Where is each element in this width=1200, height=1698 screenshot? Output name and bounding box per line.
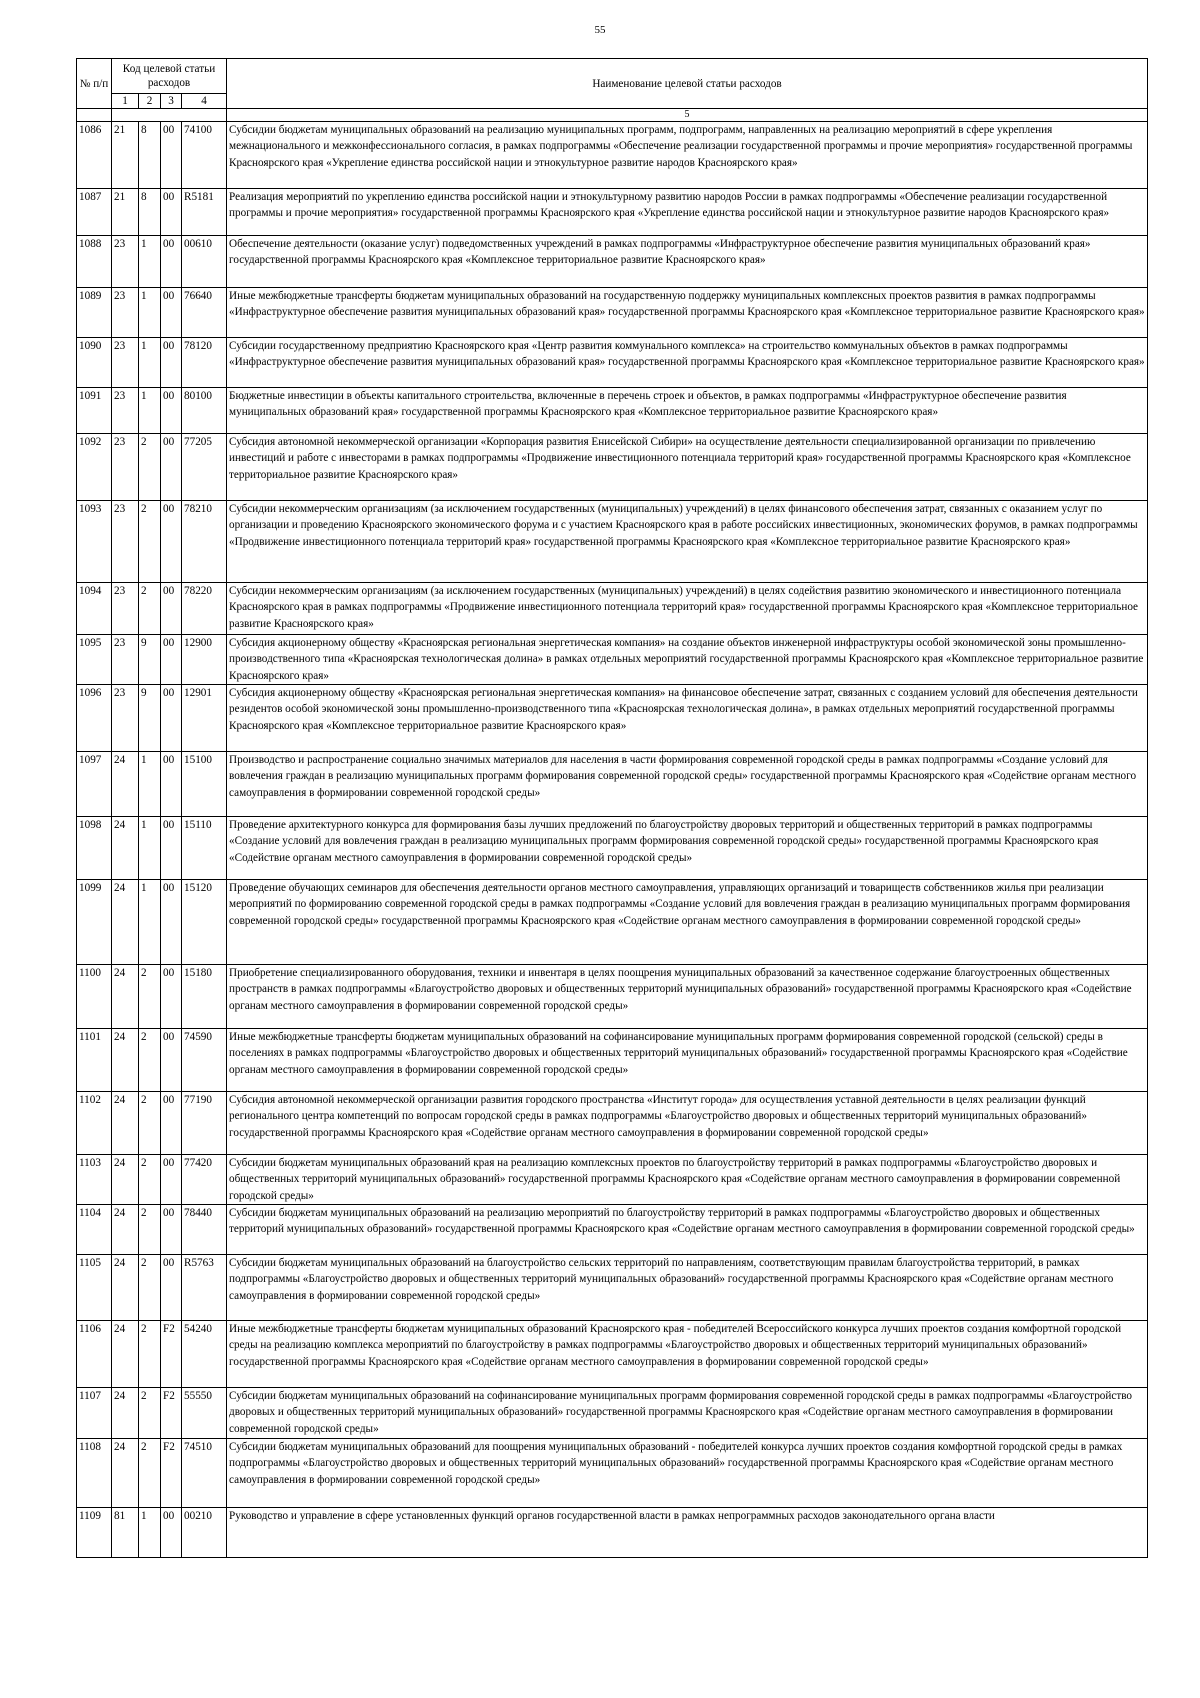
code-part-2: 2 xyxy=(139,1155,161,1205)
row-description: Руководство и управление в сфере установленных функций органов государственной власти в рамках непрограммных расходов законодательного органа власти xyxy=(227,1508,1148,1558)
header-col-4: 4 xyxy=(182,94,227,109)
row-number: 1100 xyxy=(77,965,112,1029)
code-part-1: 23 xyxy=(112,685,139,752)
code-part-3: 00 xyxy=(161,1255,182,1321)
header-col-3: 3 xyxy=(161,94,182,109)
code-part-4: 54240 xyxy=(182,1321,227,1388)
row-number: 1094 xyxy=(77,583,112,635)
row-number: 1089 xyxy=(77,288,112,338)
row-number: 1097 xyxy=(77,752,112,817)
code-part-1: 23 xyxy=(112,434,139,501)
row-description: Субсидии бюджетам муниципальных образований на софинансирование муниципальных программ формирования современной городской среды в рамках подпрограммы «Благоустройство дворовых и общественных территорий муниципальных образований» государственной программы Красноярского края «Содействие органам местного самоуправления в формировании современной городской среды» xyxy=(227,1388,1148,1439)
code-part-4: 78220 xyxy=(182,583,227,635)
code-part-4: 78440 xyxy=(182,1205,227,1255)
table-row xyxy=(77,965,1148,1029)
column-index-row xyxy=(77,109,1148,122)
code-part-3: 00 xyxy=(161,1155,182,1205)
header-code-group: Код целевой статьи расходов xyxy=(112,59,227,94)
code-part-3: 00 xyxy=(161,685,182,752)
code-part-4: 78210 xyxy=(182,501,227,583)
code-part-1: 24 xyxy=(112,1205,139,1255)
code-part-3: 00 xyxy=(161,817,182,880)
row-description: Производство и распространение социально значимых материалов для населения в части формирования современной городской среды в рамках подпрограммы «Создание условий для вовлечения граждан в реализацию муниципальных программ формирования современной городской среды» государственной программы Красноярского края «Содействие органам местного самоуправления в формировании современной городской среды» xyxy=(227,752,1148,817)
code-part-4: 80100 xyxy=(182,388,227,434)
row-number: 1088 xyxy=(77,236,112,288)
code-part-3: 00 xyxy=(161,1205,182,1255)
index-cell-code xyxy=(112,109,227,122)
row-number: 1105 xyxy=(77,1255,112,1321)
code-part-1: 24 xyxy=(112,1388,139,1439)
code-part-1: 23 xyxy=(112,583,139,635)
table-row xyxy=(77,1092,1148,1155)
code-part-2: 2 xyxy=(139,1092,161,1155)
code-part-2: 9 xyxy=(139,685,161,752)
table-row xyxy=(77,685,1148,752)
row-number: 1095 xyxy=(77,635,112,685)
code-part-3: 00 xyxy=(161,189,182,236)
row-number: 1087 xyxy=(77,189,112,236)
table-row xyxy=(77,1029,1148,1092)
code-part-1: 23 xyxy=(112,388,139,434)
row-number: 1107 xyxy=(77,1388,112,1439)
code-part-3: 00 xyxy=(161,965,182,1029)
row-description: Иные межбюджетные трансферты бюджетам муниципальных образований Красноярского края - победителей Всероссийского конкурса лучших проектов создания комфортной городской среды на реализацию комплекса мероприятий по благоустройству в рамках подпрограммы «Благоустройство дворовых и общественных территорий муниципальных образований» государственной программы Красноярского края «Содействие органам местного самоуправления в формировании современной городской среды» xyxy=(227,1321,1148,1388)
code-part-3: 00 xyxy=(161,122,182,189)
code-part-2: 2 xyxy=(139,501,161,583)
table-row xyxy=(77,236,1148,288)
code-part-4: 15110 xyxy=(182,817,227,880)
row-description: Субсидии бюджетам муниципальных образований на реализацию муниципальных программ, подпрограмм, направленных на реализацию мероприятий в сфере укрепления межнационального и межконфессионального согласия, в рамках подпрограммы «Обеспечение реализации государственной программы и прочие мероприятия» государственной программы Красноярского края «Укрепление единства российской нации и этнокультурное развитие народов Красноярского края» xyxy=(227,122,1148,189)
code-part-1: 24 xyxy=(112,880,139,965)
row-description: Реализация мероприятий по укреплению единства российской нации и этнокультурному развитию народов России в рамках подпрограммы «Обеспечение реализации государственной программы и прочие мероприятия» государственной программы Красноярского края «Укрепление единства российской нации и этнокультурное развитие народов Красноярского края» xyxy=(227,189,1148,236)
table-row xyxy=(77,1388,1148,1439)
code-part-4: 00610 xyxy=(182,236,227,288)
table-row xyxy=(77,817,1148,880)
index-cell-blank xyxy=(77,109,112,122)
code-part-4: 74510 xyxy=(182,1439,227,1508)
code-part-3: 00 xyxy=(161,388,182,434)
table-row xyxy=(77,501,1148,583)
code-part-2: 2 xyxy=(139,1029,161,1092)
row-number: 1092 xyxy=(77,434,112,501)
index-cell-5: 5 xyxy=(227,109,1148,122)
row-number: 1108 xyxy=(77,1439,112,1508)
row-description: Субсидии бюджетам муниципальных образований на реализацию мероприятий по благоустройству территорий в рамках подпрограммы «Благоустройство дворовых и общественных территорий муниципальных образований» государственной программы Красноярского края «Содействие органам местного самоуправления в формировании современной городской среды» xyxy=(227,1205,1148,1255)
table-row xyxy=(77,1205,1148,1255)
code-part-2: 1 xyxy=(139,288,161,338)
code-part-3: F2 xyxy=(161,1388,182,1439)
code-part-1: 21 xyxy=(112,122,139,189)
code-part-2: 2 xyxy=(139,1439,161,1508)
table-row xyxy=(77,635,1148,685)
code-part-2: 1 xyxy=(139,388,161,434)
row-description: Субсидия акционерному обществу «Красноярская региональная энергетическая компания» на создание объектов инженерной инфраструктуры особой экономической зоны промышленно-производственного типа «Красноярская технологическая долина» в рамках отдельных мероприятий государственной программы Красноярского края «Комплексное территориальное развитие Красноярского края» xyxy=(227,635,1148,685)
code-part-1: 24 xyxy=(112,1255,139,1321)
row-number: 1086 xyxy=(77,122,112,189)
row-number: 1101 xyxy=(77,1029,112,1092)
row-description: Обеспечение деятельности (оказание услуг) подведомственных учреждений в рамках подпрограммы «Инфраструктурное обеспечение развития муниципальных образований края» государственной программы Красноярского края «Комплексное территориальное развитие Красноярского края» xyxy=(227,236,1148,288)
table-body xyxy=(77,122,1148,1558)
code-part-3: 00 xyxy=(161,1508,182,1558)
code-part-4: 76640 xyxy=(182,288,227,338)
row-number: 1098 xyxy=(77,817,112,880)
code-part-4: 77420 xyxy=(182,1155,227,1205)
code-part-3: 00 xyxy=(161,434,182,501)
code-part-2: 2 xyxy=(139,1255,161,1321)
row-description: Субсидии государственному предприятию Красноярского края «Центр развития коммунального комплекса» на строительство коммунальных объектов в рамках подпрограммы «Инфраструктурное обеспечение развития муниципальных образований края» государственной программы Красноярского края «Комплексное территориальное развитие Красноярского края» xyxy=(227,338,1148,388)
code-part-2: 8 xyxy=(139,122,161,189)
header-name: Наименование целевой статьи расходов xyxy=(227,59,1148,109)
row-description: Субсидия акционерному обществу «Красноярская региональная энергетическая компания» на финансовое обеспечение затрат, связанных с созданием условий для обеспечения деятельности резидентов особой экономической зоны промышленно-производственного типа «Красноярская технологическая долина», в рамках отдельных мероприятий государственной программы Красноярского края «Комплексное территориальное развитие Красноярского края» xyxy=(227,685,1148,752)
table-row xyxy=(77,1155,1148,1205)
code-part-2: 9 xyxy=(139,635,161,685)
code-part-2: 1 xyxy=(139,752,161,817)
code-part-2: 1 xyxy=(139,338,161,388)
table-header-row xyxy=(77,59,1148,94)
code-part-4: 74100 xyxy=(182,122,227,189)
code-part-2: 2 xyxy=(139,583,161,635)
code-part-4: R5763 xyxy=(182,1255,227,1321)
table-row xyxy=(77,388,1148,434)
row-description: Субсидии бюджетам муниципальных образований на благоустройство сельских территорий по направлениям, соответствующим правилам благоустройства территорий, в рамках подпрограммы «Благоустройство дворовых и общественных территорий муниципальных образований» государственной программы Красноярского края «Содействие органам местного самоуправления в формировании современной городской среды» xyxy=(227,1255,1148,1321)
code-part-3: 00 xyxy=(161,288,182,338)
row-description: Субсидия автономной некоммерческой организации «Корпорация развития Енисейской Сибири» на осуществление деятельности специализированной организации по привлечению инвестиций и работе с инвесторами в рамках подпрограммы «Продвижение инвестиционного потенциала территорий края» государственной программы Красноярского края «Комплексное территориальное развитие Красноярского края» xyxy=(227,434,1148,501)
table-row xyxy=(77,189,1148,236)
code-part-4: 78120 xyxy=(182,338,227,388)
code-part-1: 24 xyxy=(112,752,139,817)
code-part-2: 2 xyxy=(139,1321,161,1388)
row-number: 1103 xyxy=(77,1155,112,1205)
code-part-4: 15180 xyxy=(182,965,227,1029)
code-part-4: 15120 xyxy=(182,880,227,965)
code-part-1: 24 xyxy=(112,817,139,880)
table-row xyxy=(77,122,1148,189)
table-row xyxy=(77,434,1148,501)
row-description: Бюджетные инвестиции в объекты капитального строительства, включенные в перечень строек и объектов, в рамках подпрограммы «Инфраструктурное обеспечение развития муниципальных образований края» государственной программы Красноярского края «Комплексное территориальное развитие Красноярского края» xyxy=(227,388,1148,434)
budget-table xyxy=(76,58,1148,1558)
row-description: Иные межбюджетные трансферты бюджетам муниципальных образований на софинансирование муниципальных программ формирования современной городской (сельской) среды в поселениях в рамках подпрограммы «Благоустройство дворовых и общественных территорий муниципальных образований» государственной программы Красноярского края «Содействие органам местного самоуправления в формировании современной городской среды» xyxy=(227,1029,1148,1092)
table-row xyxy=(77,752,1148,817)
code-part-4: 77205 xyxy=(182,434,227,501)
code-part-3: 00 xyxy=(161,583,182,635)
row-number: 1091 xyxy=(77,388,112,434)
table-row xyxy=(77,338,1148,388)
code-part-4: 12900 xyxy=(182,635,227,685)
row-description: Проведение архитектурного конкурса для формирования базы лучших предложений по благоустройству дворовых территорий и общественных территорий в рамках подпрограммы «Создание условий для вовлечения граждан в реализацию муниципальных программ формирования современной городской среды» государственной программы Красноярского края «Содействие органам местного самоуправления в формировании современной городской среды» xyxy=(227,817,1148,880)
page-number: 55 xyxy=(594,24,606,36)
row-description: Субсидии некоммерческим организациям (за исключением государственных (муниципальных) учреждений) в целях содействия развитию экономического и инвестиционного потенциала Красноярского края в рамках подпрограммы «Продвижение инвестиционного потенциала территорий края» государственной программы Красноярского края «Комплексное территориальное развитие Красноярского края» xyxy=(227,583,1148,635)
code-part-4: 55550 xyxy=(182,1388,227,1439)
table-row xyxy=(77,880,1148,965)
code-part-3: 00 xyxy=(161,880,182,965)
code-part-2: 2 xyxy=(139,965,161,1029)
table-row xyxy=(77,583,1148,635)
table-row xyxy=(77,1255,1148,1321)
header-col-1: 1 xyxy=(112,94,139,109)
row-number: 1104 xyxy=(77,1205,112,1255)
code-part-3: 00 xyxy=(161,635,182,685)
code-part-1: 23 xyxy=(112,288,139,338)
row-description: Проведение обучающих семинаров для обеспечения деятельности органов местного самоуправления, управляющих организаций и товариществ собственников жилья при реализации мероприятий по формированию современной городской среды в рамках подпрограммы «Создание условий для вовлечения граждан в реализацию муниципальных программ формирования современной городской среды» государственной программы Красноярского края «Содействие органам местного самоуправления в формировании современной городской среды» xyxy=(227,880,1148,965)
code-part-4: 12901 xyxy=(182,685,227,752)
code-part-3: F2 xyxy=(161,1439,182,1508)
row-number: 1090 xyxy=(77,338,112,388)
code-part-2: 2 xyxy=(139,434,161,501)
code-part-3: 00 xyxy=(161,338,182,388)
code-part-1: 24 xyxy=(112,1439,139,1508)
row-number: 1102 xyxy=(77,1092,112,1155)
header-num: № п/п xyxy=(77,59,112,109)
code-part-1: 23 xyxy=(112,338,139,388)
table-row xyxy=(77,288,1148,338)
row-description: Приобретение специализированного оборудования, техники и инвентаря в целях поощрения муниципальных образований за качественное содержание благоустроенных общественных пространств в рамках подпрограммы «Благоустройство дворовых и общественных территорий муниципальных образований» государственной программы Красноярского края «Содействие органам местного самоуправления в формировании современной городской среды» xyxy=(227,965,1148,1029)
code-part-2: 1 xyxy=(139,817,161,880)
code-part-1: 21 xyxy=(112,189,139,236)
code-part-1: 24 xyxy=(112,965,139,1029)
code-part-3: 00 xyxy=(161,752,182,817)
code-part-1: 23 xyxy=(112,236,139,288)
code-part-1: 23 xyxy=(112,501,139,583)
code-part-3: 00 xyxy=(161,501,182,583)
code-part-2: 8 xyxy=(139,189,161,236)
code-part-2: 2 xyxy=(139,1388,161,1439)
code-part-1: 81 xyxy=(112,1508,139,1558)
code-part-1: 24 xyxy=(112,1029,139,1092)
code-part-2: 1 xyxy=(139,236,161,288)
code-part-4: R5181 xyxy=(182,189,227,236)
row-number: 1093 xyxy=(77,501,112,583)
code-part-4: 00210 xyxy=(182,1508,227,1558)
code-part-2: 1 xyxy=(139,1508,161,1558)
code-part-4: 77190 xyxy=(182,1092,227,1155)
code-part-4: 15100 xyxy=(182,752,227,817)
code-part-1: 24 xyxy=(112,1321,139,1388)
table-row xyxy=(77,1321,1148,1388)
table-row xyxy=(77,1439,1148,1508)
code-part-1: 24 xyxy=(112,1155,139,1205)
row-number: 1109 xyxy=(77,1508,112,1558)
code-part-2: 2 xyxy=(139,1205,161,1255)
header-col-2: 2 xyxy=(139,94,161,109)
row-number: 1106 xyxy=(77,1321,112,1388)
row-description: Субсидии бюджетам муниципальных образований края на реализацию комплексных проектов по благоустройству территорий в рамках подпрограммы «Благоустройство дворовых и общественных территорий муниципальных образований» государственной программы Красноярского края «Содействие органам местного самоуправления в формировании современной городской среды» xyxy=(227,1155,1148,1205)
row-number: 1099 xyxy=(77,880,112,965)
code-part-3: 00 xyxy=(161,1029,182,1092)
code-part-1: 23 xyxy=(112,635,139,685)
code-part-3: 00 xyxy=(161,236,182,288)
row-description: Субсидия автономной некоммерческой организации развития городского пространства «Институт города» для осуществления уставной деятельности в целях реализации функций регионального центра компетенций по вопросам городской среды в рамках подпрограммы «Благоустройство дворовых и общественных территорий муниципальных образований» государственной программы Красноярского края «Содействие органам местного самоуправления в формировании современной городской среды» xyxy=(227,1092,1148,1155)
code-part-3: F2 xyxy=(161,1321,182,1388)
table-row xyxy=(77,1508,1148,1558)
code-part-1: 24 xyxy=(112,1092,139,1155)
row-number: 1096 xyxy=(77,685,112,752)
code-part-4: 74590 xyxy=(182,1029,227,1092)
row-description: Субсидии бюджетам муниципальных образований для поощрения муниципальных образований - победителей конкурса лучших проектов создания комфортной городской среды в рамках подпрограммы «Благоустройство дворовых и общественных территорий муниципальных образований» государственной программы Красноярского края «Содействие органам местного самоуправления в формировании современной городской среды» xyxy=(227,1439,1148,1508)
code-part-2: 1 xyxy=(139,880,161,965)
row-description: Иные межбюджетные трансферты бюджетам муниципальных образований на государственную поддержку муниципальных комплексных проектов развития в рамках подпрограммы «Инфраструктурное обеспечение развития муниципальных образований края» государственной программы Красноярского края «Комплексное территориальное развитие Красноярского края» xyxy=(227,288,1148,338)
code-part-3: 00 xyxy=(161,1092,182,1155)
row-description: Субсидии некоммерческим организациям (за исключением государственных (муниципальных) учреждений) в целях финансового обеспечения затрат, связанных с оказанием услуг по организации и проведению Красноярского экономического форума и с участием Красноярского края в работе российских инвестиционных, экономических форумов, в рамках подпрограммы «Продвижение инвестиционного потенциала территорий края» государственной программы Красноярского края «Комплексное территориальное развитие Красноярского края» xyxy=(227,501,1148,583)
